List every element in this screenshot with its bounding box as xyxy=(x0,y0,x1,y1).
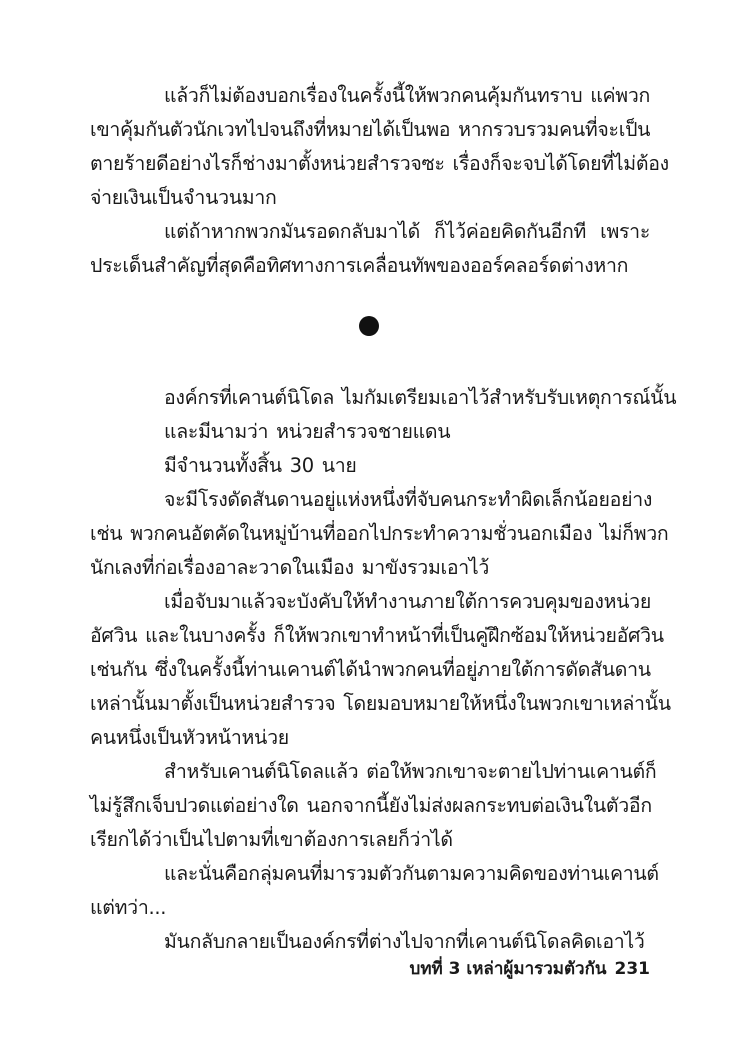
section-separator-dot xyxy=(359,316,379,336)
page-number: 231 xyxy=(614,959,650,979)
text-line: เช่น พวกคนอัตคัดในหมู่บ้านที่ออกไปกระทำความชั่วนอกเมือง ไม่ก็พวก xyxy=(90,522,669,545)
text-line: เขาคุ้มกันตัวนักเวทไปจนถึงที่หมายได้เป็นพอ หากรวบรวมคนที่จะเป็น xyxy=(90,118,651,141)
text-line: แต่ทว่า... xyxy=(90,896,167,919)
text-line: เมื่อจับมาแล้วจะบังคับให้ทำงานภายใต้การควบคุมของหน่วย xyxy=(164,590,651,613)
text-line: ตายร้ายดีอย่างไรก็ช่างมาตั้งหน่วยสำรวจซะ เรื่องก็จะจบได้โดยที่ไม่ต้อง xyxy=(90,152,669,175)
text-line: เหล่านั้นมาตั้งเป็นหน่วยสำรวจ โดยมอบหมายให้หนึ่งในพวกเขาเหล่านั้น xyxy=(90,692,671,715)
text-line: จะมีโรงดัดสันดานอยู่แห่งหนึ่งที่จับคนกระทำผิดเล็กน้อยอย่าง xyxy=(164,488,653,511)
page-footer xyxy=(410,956,650,982)
text-line: เช่นกัน ซึ่งในครั้งนี้ท่านเคานต์ได้นำพวกคนที่อยู่ภายใต้การดัดสันดาน xyxy=(90,658,651,681)
text-line: จ่ายเงินเป็นจำนวนมาก xyxy=(90,186,277,209)
text-line: แต่ถ้าหากพวกมันรอดกลับมาได้ ก็ไว้ค่อยคิดกันอีกที เพราะ xyxy=(164,220,650,243)
text-line: มันกลับกลายเป็นองค์กรที่ต่างไปจากที่เคานต์นิโดลคิดเอาไว้ xyxy=(164,930,645,953)
text-line: คนหนึ่งเป็นหัวหน้าหน่วย xyxy=(90,726,289,749)
text-line: และนั่นคือกลุ่มคนที่มารวมตัวกันตามความคิดของท่านเคานต์ xyxy=(164,862,659,885)
text-line: แล้วก็ไม่ต้องบอกเรื่องในครั้งนี้ให้พวกคนคุ้มกันทราบ แค่พวก xyxy=(164,84,650,107)
text-line: มีจำนวนทั้งสิ้น 30 นาย xyxy=(164,454,357,477)
text-line: ประเด็นสำคัญที่สุดคือทิศทางการเคลื่อนทัพของออร์คลอร์ดต่างหาก xyxy=(90,254,629,277)
text-line: และมีนามว่า หน่วยสำรวจชายแดน xyxy=(164,420,451,443)
text-line: องค์กรที่เคานต์นิโดล ไมกัมเตรียมเอาไว้สำหรับรับเหตุการณ์นั้น xyxy=(164,386,677,409)
chapter-title: บทที่ 3 เหล่าผู้มารวมตัวกัน xyxy=(409,959,607,979)
text-line: อัศวิน และในบางครั้ง ก็ให้พวกเขาทำหน้าที่เป็นคู่ฝึกซ้อมให้หน่วยอัศวิน xyxy=(90,624,664,647)
text-line: เรียกได้ว่าเป็นไปตามที่เขาต้องการเลยก็ว่าได้ xyxy=(90,828,453,851)
text-line: สำหรับเคานต์นิโดลแล้ว ต่อให้พวกเขาจะตายไปท่านเคานต์ก็ xyxy=(164,760,657,783)
text-line: ไม่รู้สึกเจ็บปวดแต่อย่างใด นอกจากนี้ยังไม่ส่งผลกระทบต่อเงินในตัวอีก xyxy=(90,794,652,817)
text-line: นักเลงที่ก่อเรื่องอาละวาดในเมือง มาขังรวมเอาไว้ xyxy=(90,556,490,579)
